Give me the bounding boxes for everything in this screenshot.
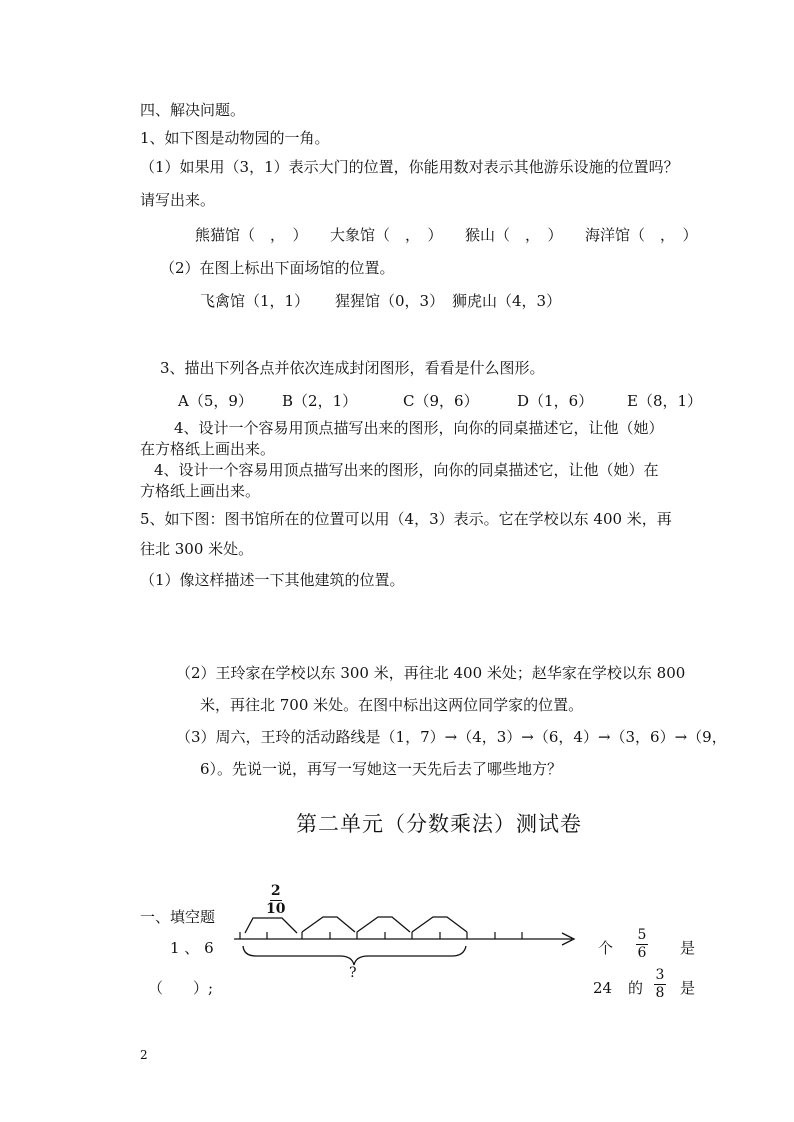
diagram-fraction-numerator: 2 [270,883,281,899]
q4a-line1: 4、设计一个容易用顶点描写出来的图形，向你的同桌描述它，让他（她） [174,419,664,437]
blank-ocean: 海洋馆（ ， ） [585,226,698,244]
q5-part2-line1: （2）王玲家在学校以东 300 米，再往北 400 米处；赵华家在学校以东 800 [176,664,686,682]
q5-part1: （1）像这样描述一下其他建筑的位置。 [140,571,405,589]
q4a-line2: 在方格纸上画出来。 [140,440,276,458]
point-c: C（9，6） [403,392,479,410]
word-shi: 是 [680,939,696,957]
fill-heading: 一、填空题 [140,908,216,926]
q5-part3-line2: 6）。先说一说，再写一写她这一天先后去了哪些地方？ [200,760,563,778]
blank-panda: 熊猫馆（ ， ） [195,226,308,244]
number-24: 24 [593,979,613,997]
q5-part2-line2: 米，再往北 700 米处。在图中标出这两位同学家的位置。 [200,696,584,714]
word-ge: 个 [598,939,614,957]
fraction-three-eighths [654,968,666,1001]
number-line-ticks [240,932,522,939]
fraction-denominator: 8 [655,985,665,1001]
point-b: B（2，1） [282,392,358,410]
unit-title: 第二单元（分数乘法）测试卷 [296,812,582,836]
fraction-five-sixths [636,928,648,961]
q1-part1-line1: （1）如果用（3，1）表示大门的位置，你能用数对表示其他游乐设施的位置吗？ [140,158,679,176]
jump-arc-3 [357,917,410,932]
fraction-denominator: 6 [637,945,647,961]
q1-part2: （2）在图上标出下面场馆的位置。 [160,259,395,277]
q3-title: 3、描出下列各点并依次连成封闭图形，看看是什么图形。 [160,359,545,377]
diagram-fraction-denominator: 10 [266,901,286,917]
jump-arc-4 [412,917,467,932]
place-lion: 狮虎山（4，3） [452,292,562,310]
section-heading: 四、解决问题。 [140,101,246,119]
q1-part1-line2: 请写出来。 [140,191,216,209]
fraction-numerator: 5 [637,927,647,943]
q4b-line2: 方格纸上画出来。 [140,482,261,500]
point-a: A（5，9） [178,392,253,410]
fraction-numerator: 3 [655,967,665,983]
point-e: E（8，1） [627,392,703,410]
diagram-fraction [266,884,285,917]
q5-line1: 5、如下图：图书馆所在的位置可以用（4，3）表示。它在学校以东 400 米，再 [140,510,672,528]
jump-arc-1 [245,918,297,933]
q5-part3-line1: （3）周六，王玲的活动路线是（1，7）→（4，3）→（6，4）→（3，6）→（9， [176,728,727,746]
q4b-line1: 4、设计一个容易用顶点描写出来的图形，向你的同桌描述它，让他（她）在 [154,461,659,479]
jump-arc-2 [302,917,355,932]
place-orangutan: 猩猩馆（0，3） [335,292,445,310]
blank-elephant: 大象馆（ ， ） [330,226,443,244]
q1-title: 1、如下图是动物园的一角。 [140,129,330,147]
point-d: D（1，6） [517,392,594,410]
word-de: 的 [628,979,644,997]
diagram-question-mark: ? [349,965,357,981]
q5-line2: 往北 300 米处。 [140,540,254,558]
blank-monkey: 猴山（ ， ） [465,226,563,244]
word-shi-2: 是 [680,979,696,997]
answer-blank: （ ）; [148,979,214,997]
fill-q-number: 1 、 6 [170,939,214,957]
place-bird: 飞禽馆（1，1） [200,292,310,310]
page-number: 2 [140,1048,148,1062]
